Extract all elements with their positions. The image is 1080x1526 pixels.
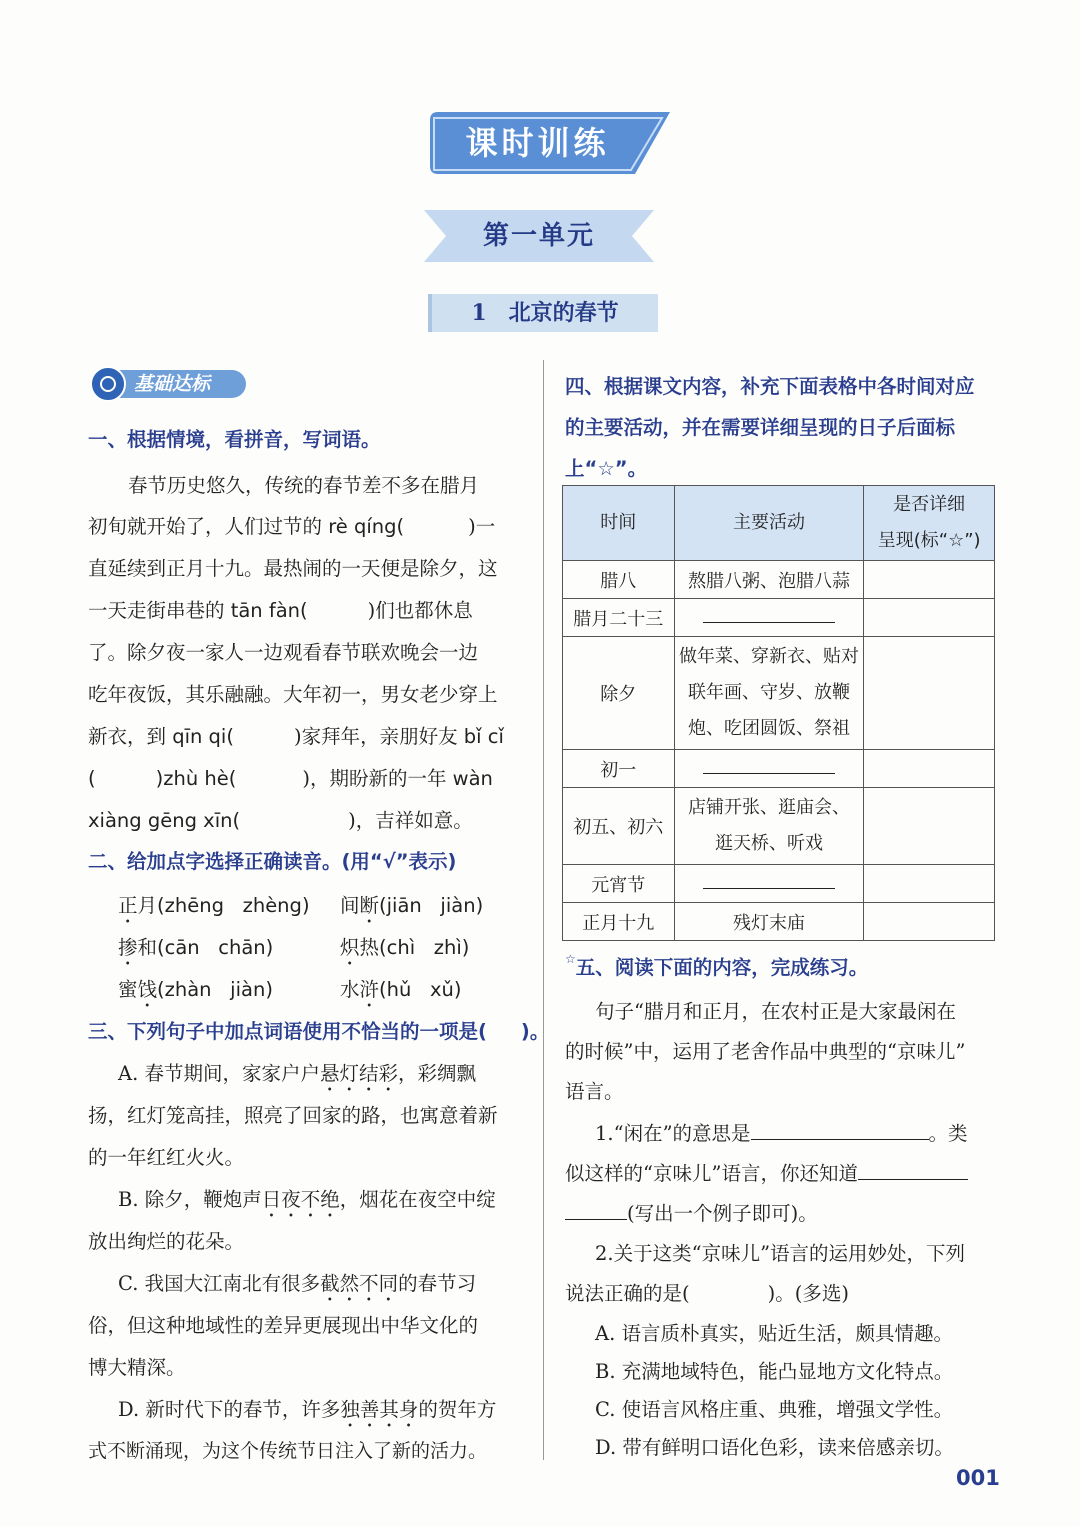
q1-line: xiàng gēng xīn( )，吉祥如意。 — [88, 809, 473, 832]
target-icon — [90, 366, 126, 402]
q5-intro: 语言。 — [565, 1080, 624, 1103]
q5-choice[interactable]: D. 带有鲜明口语化色彩，读来倍感亲切。 — [595, 1436, 954, 1459]
q3-option-c-cont: 博大精深。 — [88, 1356, 186, 1379]
main-title-banner — [430, 112, 670, 174]
q5-sub1-cont: (写出一个例子即可)。 — [565, 1198, 818, 1226]
q3-heading: 三、下列句子中加点词语使用不恰当的一项是( )。 — [88, 1020, 550, 1043]
table-row: 正月十九 残灯末庙 — [563, 903, 995, 941]
q3-option-d-cont: 式不断涌现，为这个传统节日注入了新的活力。 — [88, 1440, 488, 1462]
q5-choice[interactable]: C. 使语言风格庄重、典雅，增强文学性。 — [595, 1398, 954, 1421]
answer-cell[interactable] — [864, 599, 995, 637]
q1-line: 直延续到正月十九。最热闹的一天便是除夕，这 — [88, 557, 498, 580]
q3-option-b-cont: 放出绚烂的花朵。 — [88, 1230, 245, 1253]
q5-sub1: 1.“闲在”的意思是 。类 — [595, 1122, 968, 1145]
table-header-row — [563, 486, 995, 561]
q5-heading: ☆五、阅读下面的内容，完成练习。 — [565, 952, 869, 979]
table-header: 时间 — [563, 486, 675, 561]
lesson-title: 北京的春节 — [508, 300, 619, 326]
q5-sub2: 2.关于这类“京味儿”语言的运用妙处，下列 — [595, 1242, 966, 1265]
answer-blank[interactable] — [674, 750, 864, 788]
table-row: 元宵节 — [563, 865, 995, 903]
answer-blank[interactable] — [674, 599, 864, 637]
q2-heading: 二、给加点字选择正确读音。(用“√”表示) — [88, 850, 457, 873]
q1-line: 初旬就开始了，人们过节的 rè qíng( )一 — [88, 515, 496, 538]
activity-table — [562, 485, 995, 941]
q5-choice[interactable]: B. 充满地域特色，能凸显地方文化特点。 — [595, 1360, 954, 1383]
q1-heading: 一、根据情境，看拼音，写词语。 — [88, 428, 381, 451]
star-icon: ☆ — [565, 952, 576, 966]
q1-line: 春节历史悠久，传统的春节差不多在腊月 — [128, 474, 480, 497]
q5-intro: 句子“腊月和正月，在农村正是大家最闲在 — [595, 1000, 956, 1023]
q5-choice[interactable]: A. 语言质朴真实，贴近生活，颇具情趣。 — [595, 1322, 953, 1345]
q3-option-b: B. 除夕，鞭炮声日夜不绝，烟花在夜空中绽 — [118, 1188, 496, 1211]
q3-option-c-cont: 俗，但这种地域性的差异更展现出中华文化的 — [88, 1314, 479, 1337]
answer-cell[interactable] — [864, 865, 995, 903]
q5-sub1-cont: 似这样的“京味儿”语言，你还知道 — [565, 1158, 968, 1186]
q3-option-a-cont: 的一年红红火火。 — [88, 1146, 245, 1169]
column-divider — [543, 360, 544, 1460]
answer-cell[interactable] — [864, 637, 995, 750]
lesson-number: 1 — [471, 300, 487, 326]
q2-item: 水浒(hǔ xǔ) — [340, 978, 462, 1001]
q1-line: 吃年夜饭，其乐融融。大年初一，男女老少穿上 — [88, 683, 498, 706]
q3-option-a-cont: 扬，红灯笼高挂，照亮了回家的路，也寓意着新 — [88, 1104, 498, 1127]
answer-cell[interactable] — [864, 903, 995, 941]
q3-option-d: D. 新时代下的春节，许多独善其身的贺年方 — [118, 1398, 497, 1421]
answer-blank[interactable] — [674, 865, 864, 903]
table-row: 初五、初六 店铺开张、逛庙会、 逛天桥、听戏 — [563, 788, 995, 865]
unit-title-banner — [424, 210, 654, 262]
table-header: 主要活动 — [674, 486, 864, 561]
section-badge-label: 基础达标 — [134, 373, 211, 395]
q5-intro: 的时候”中，运用了老舍作品中典型的“京味儿” — [565, 1040, 966, 1063]
table-row: 初一 — [563, 750, 995, 788]
answer-cell[interactable] — [864, 788, 995, 865]
q1-line: 新衣，到 qīn qi( )家拜年，亲朋好友 bǐ cǐ — [88, 725, 504, 748]
q1-line: 了。除夕夜一家人一边观看春节联欢晚会一边 — [88, 641, 479, 664]
answer-blank[interactable] — [751, 1121, 929, 1140]
table-row: 腊八 熬腊八粥、泡腊八蒜 — [563, 561, 995, 599]
q1-line: ( )zhù hè( )，期盼新的一年 wàn — [88, 767, 493, 790]
main-title: 课时训练 — [465, 124, 610, 162]
table-row: 除夕 做年菜、穿新衣、贴对 联年画、守岁、放鞭 炮、吃团圆饭、祭祖 — [563, 637, 995, 750]
q2-item: 间断(jiān jiàn) — [340, 894, 484, 917]
q1-line: 一天走街串巷的 tān fàn( )们也都休息 — [88, 599, 473, 622]
lesson-title-banner — [428, 294, 658, 332]
q2-item: 炽热(chì zhì) — [340, 936, 470, 959]
section-badge — [90, 366, 246, 402]
answer-blank[interactable] — [858, 1161, 968, 1180]
q2-item: 掺和(cān chān) — [118, 936, 274, 959]
q3-option-a: A. 春节期间，家家户户悬灯结彩，彩绸飘 — [118, 1062, 477, 1085]
answer-blank[interactable] — [565, 1201, 627, 1220]
answer-cell[interactable] — [864, 561, 995, 599]
answer-cell[interactable] — [864, 750, 995, 788]
q4-heading: 四、根据课文内容，补充下面表格中各时间对应 的主要活动，并在需要详细呈现的日子后面标 上“☆”。 — [565, 375, 975, 480]
unit-title: 第一单元 — [482, 221, 595, 251]
q2-item: 蜜饯(zhàn jiàn) — [118, 978, 273, 1001]
q2-item: 正月(zhēng zhèng) — [118, 894, 310, 917]
page-number: 001 — [956, 1466, 1000, 1490]
q5-sub2-cont: 说法正确的是( )。(多选) — [565, 1282, 849, 1305]
table-row: 腊月二十三 — [563, 599, 995, 637]
q3-option-c: C. 我国大江南北有很多截然不同的春节习 — [118, 1272, 477, 1295]
table-header: 是否详细 呈现(标“☆”) — [864, 486, 995, 561]
